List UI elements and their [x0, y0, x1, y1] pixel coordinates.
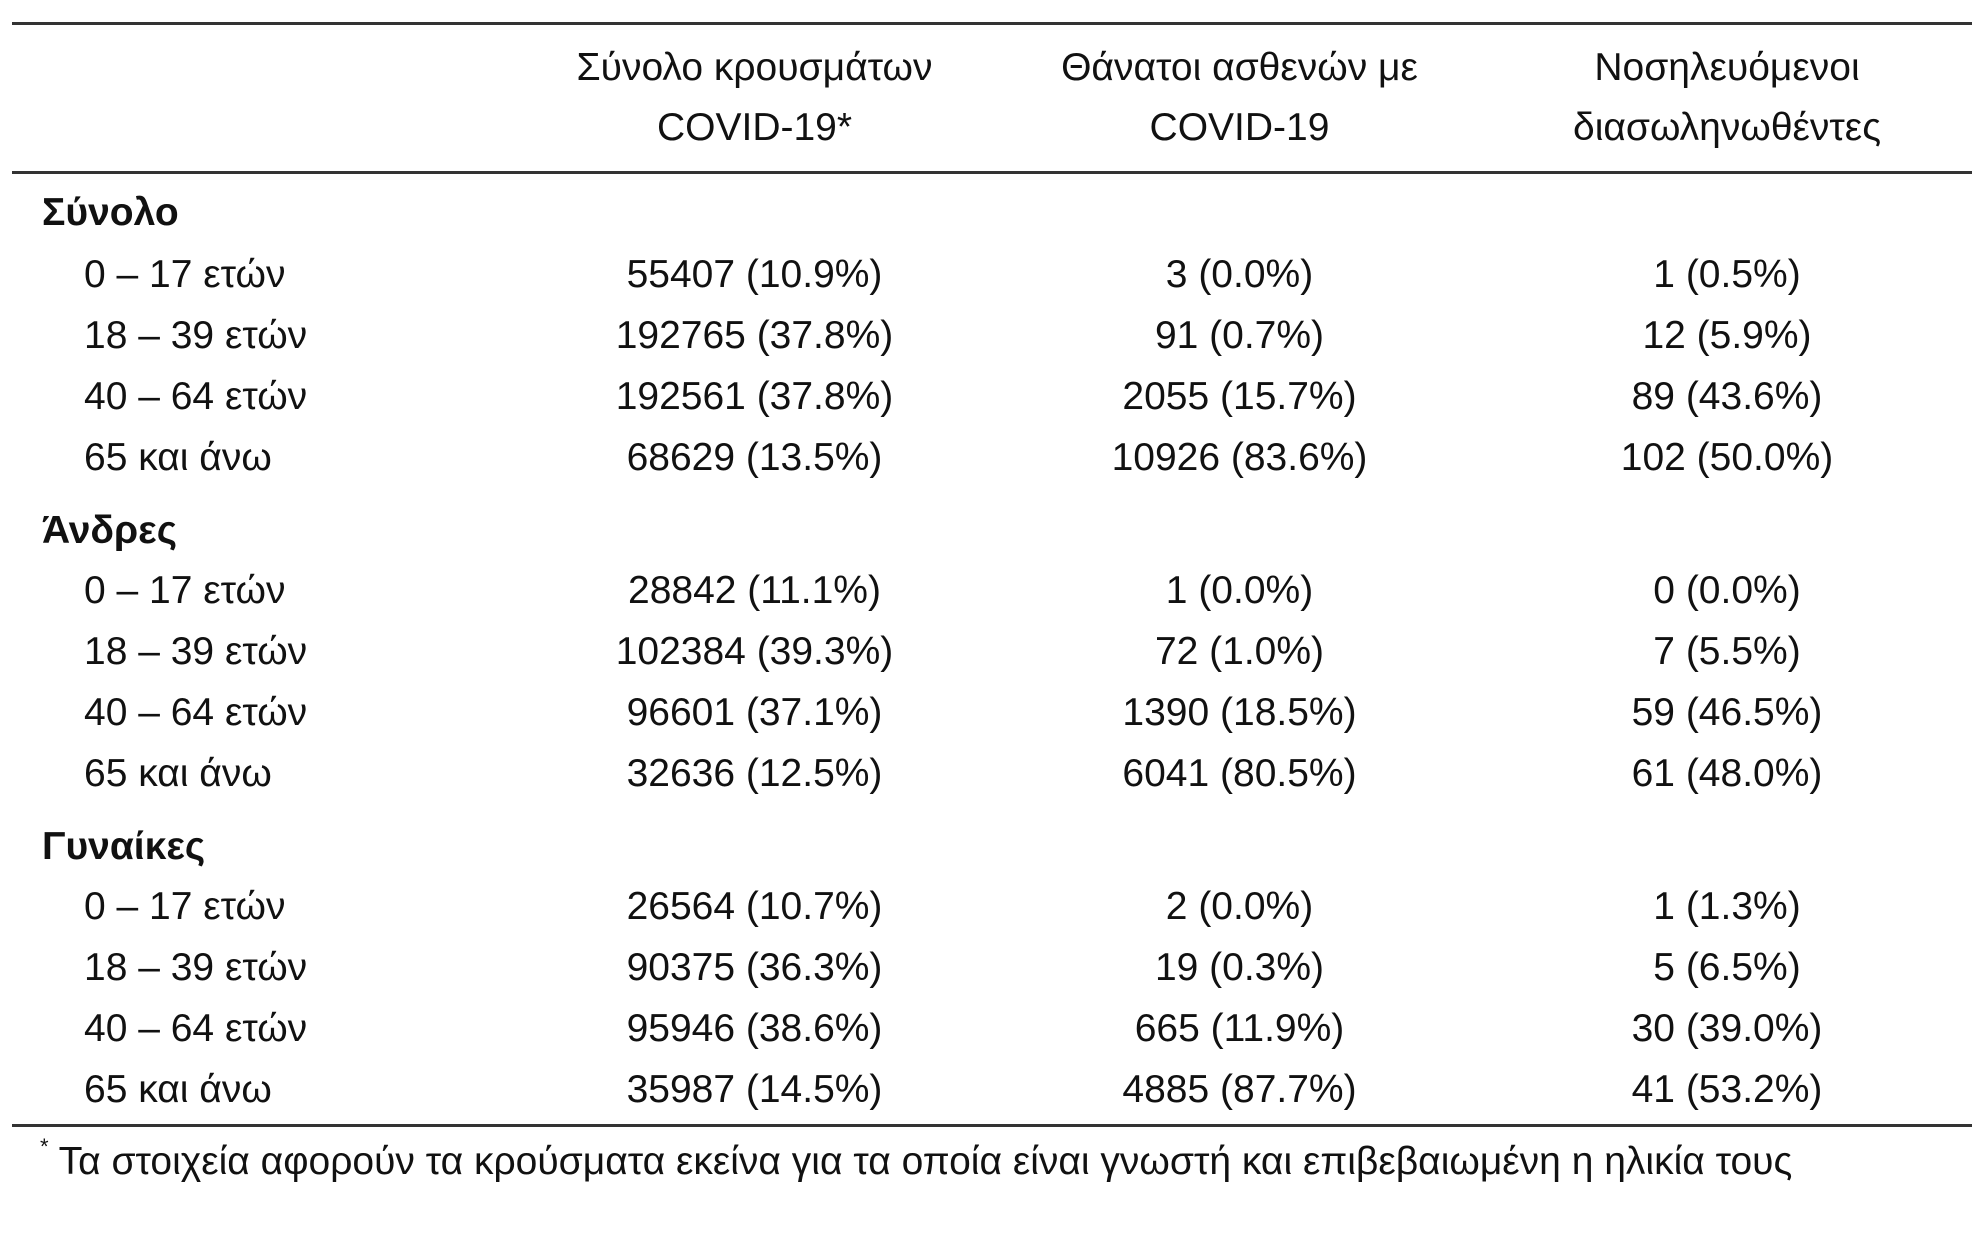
deaths-cell: 6041 (80.5%) — [1122, 751, 1357, 795]
table-row — [12, 621, 1972, 682]
age-label: 40 – 64 ετών — [84, 690, 308, 734]
cases-cell: 55407 (10.9%) — [626, 252, 883, 296]
table-row — [12, 876, 1972, 937]
deaths-cell: 1390 (18.5%) — [1122, 690, 1357, 734]
deaths-cell: 19 (0.3%) — [1154, 945, 1325, 989]
group-header-men — [12, 488, 1972, 560]
table-row — [12, 682, 1972, 743]
age-label: 40 – 64 ετών — [84, 1006, 308, 1050]
age-label: 18 – 39 ετών — [84, 629, 308, 673]
intubated-cell: 5 (6.5%) — [1653, 945, 1801, 989]
header-total-cases: Σύνολο κρουσμάτων COVID-19* — [512, 24, 997, 173]
age-label: 0 – 17 ετών — [84, 568, 286, 612]
cases-cell: 192561 (37.8%) — [615, 374, 894, 418]
table-row — [12, 560, 1972, 621]
cases-cell: 68629 (13.5%) — [626, 435, 883, 479]
deaths-cell: 4885 (87.7%) — [997, 1059, 1482, 1126]
intubated-cell: 7 (5.5%) — [1653, 629, 1801, 673]
table-row — [12, 743, 1972, 804]
group-label: Άνδρες — [42, 509, 177, 552]
cases-cell: 90375 (36.3%) — [626, 945, 883, 989]
deaths-cell: 10926 (83.6%) — [1111, 435, 1368, 479]
group-header-total — [12, 173, 1972, 245]
cases-cell: 102384 (39.3%) — [615, 629, 894, 673]
age-label: 18 – 39 ετών — [84, 945, 308, 989]
intubated-cell: 59 (46.5%) — [1631, 690, 1823, 734]
footnote — [40, 1134, 1793, 1184]
table-row — [12, 937, 1972, 998]
age-label: 65 και άνω — [12, 1059, 512, 1126]
intubated-cell: 41 (53.2%) — [1482, 1059, 1972, 1126]
covid-age-table — [12, 22, 1972, 1127]
deaths-cell: 72 (1.0%) — [1154, 629, 1325, 673]
group-label: Γυναίκες — [42, 825, 206, 868]
age-label: 0 – 17 ετών — [84, 884, 286, 928]
cases-cell: 35987 (14.5%) — [512, 1059, 997, 1126]
intubated-cell: 61 (48.0%) — [1631, 751, 1823, 795]
table-row — [12, 1059, 1972, 1126]
header-deaths: Θάνατοι ασθενών με COVID-19 — [997, 24, 1482, 173]
age-label: 65 και άνω — [84, 435, 272, 479]
table-row — [12, 998, 1972, 1059]
group-header-women — [12, 804, 1972, 876]
deaths-cell: 2055 (15.7%) — [1122, 374, 1357, 418]
cases-cell: 26564 (10.7%) — [626, 884, 883, 928]
intubated-cell: 1 (1.3%) — [1653, 884, 1801, 928]
intubated-cell: 12 (5.9%) — [1642, 313, 1812, 357]
header-row — [12, 24, 1972, 173]
intubated-cell: 1 (0.5%) — [1653, 252, 1801, 296]
table-row — [12, 244, 1972, 305]
deaths-cell: 665 (11.9%) — [1134, 1006, 1345, 1050]
group-label: Σύνολο — [42, 191, 179, 234]
cases-cell: 95946 (38.6%) — [626, 1006, 883, 1050]
intubated-cell: 0 (0.0%) — [1653, 568, 1801, 612]
header-intubated: Νοσηλευόμενοι διασωληνωθέντες — [1482, 24, 1972, 173]
cases-cell: 192765 (37.8%) — [615, 313, 894, 357]
cases-cell: 96601 (37.1%) — [626, 690, 883, 734]
intubated-cell: 30 (39.0%) — [1631, 1006, 1823, 1050]
deaths-cell: 3 (0.0%) — [1165, 252, 1314, 296]
table-row — [12, 305, 1972, 366]
cases-cell: 32636 (12.5%) — [626, 751, 883, 795]
deaths-cell: 91 (0.7%) — [1154, 313, 1325, 357]
deaths-cell: 2 (0.0%) — [1165, 884, 1314, 928]
header-empty-cell — [12, 24, 512, 173]
age-label: 65 και άνω — [84, 751, 272, 795]
footnote-text: Τα στοιχεία αφορούν τα κρούσματα εκείνα για τα οποία είναι γνωστή και επιβεβαιωμένη η ηλικία τους — [58, 1140, 1793, 1183]
table-row — [12, 427, 1972, 488]
intubated-cell: 102 (50.0%) — [1620, 435, 1834, 479]
age-label: 0 – 17 ετών — [84, 252, 286, 296]
footnote-marker: * — [40, 1134, 49, 1159]
age-label: 40 – 64 ετών — [84, 374, 308, 418]
cases-cell: 28842 (11.1%) — [628, 568, 881, 612]
intubated-cell: 89 (43.6%) — [1631, 374, 1823, 418]
age-label: 18 – 39 ετών — [84, 313, 308, 357]
table-row — [12, 366, 1972, 427]
deaths-cell: 1 (0.0%) — [1165, 568, 1314, 612]
